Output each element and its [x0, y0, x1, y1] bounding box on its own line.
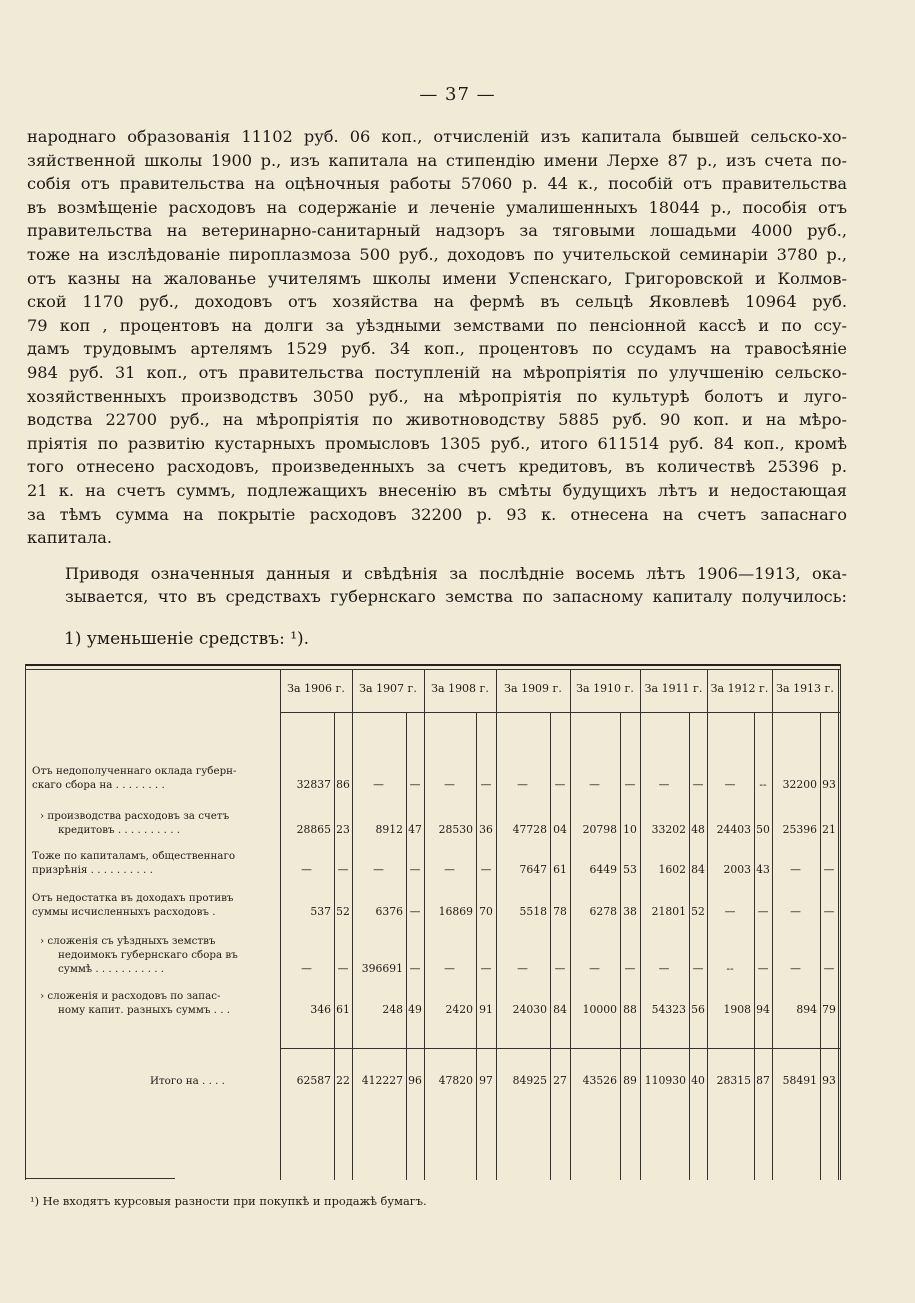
line: того отнесено расходовъ, произведенныхъ за счетъ кредитовъ, въ количествѣ 25396 р.: [27, 457, 847, 477]
total-top-rule: [280, 1048, 840, 1049]
cell-rubles: 54323: [651, 1003, 686, 1016]
footnote: ¹) Не входятъ курсовыя разности при покупкѣ и продажѣ бумагъ.: [30, 1194, 427, 1208]
cell-rubles: 894: [796, 1003, 817, 1016]
table-right-edge: [840, 664, 841, 1180]
line: 79 коп , процентовъ на долги за уѣздными земствами по пенсіонной кассѣ и по ссу-: [27, 315, 847, 335]
column-divider: [496, 669, 497, 1180]
cell-rubles: —: [658, 778, 670, 791]
cell-rubles: —: [444, 863, 455, 876]
total-kopeks: 89: [623, 1074, 637, 1087]
cell-rubles: 21801: [651, 905, 686, 918]
column-divider: [640, 669, 641, 1180]
row-label-line: › сложенія съ уѣздныхъ земствъ: [40, 935, 216, 947]
row-label-line: недоимокъ губернскаго сбора въ: [58, 949, 238, 961]
total-kopeks: 96: [408, 1074, 422, 1087]
cell-rubles: 33202: [651, 823, 686, 836]
line: ской 1170 руб., доходовъ отъ хозяйства на фермѣ въ сельцѣ Яковлевѣ 10964 руб.: [27, 292, 847, 312]
cell-rubles: —: [724, 905, 736, 918]
cell-rubles: —: [658, 962, 670, 975]
cell-rubles: —: [517, 962, 528, 975]
row-label-line: скаго сбора на . . . . . . . .: [32, 779, 165, 791]
cell-kopeks: 50: [756, 823, 770, 836]
cell-kopeks: 86: [336, 778, 350, 791]
line: зяйственной школы 1900 р., изъ капитала на стипендію имени Лерхе 87 р., изъ счета по-: [27, 150, 847, 170]
total-rubles: 43526: [582, 1074, 617, 1087]
table-left-edge: [25, 664, 26, 1180]
column-header: За 1910 г.: [576, 682, 634, 695]
cell-kopeks: —: [692, 962, 704, 975]
line: отъ казны на жалованье учителямъ школы имени Успенскаго, Григоровской и Колмов-: [27, 268, 847, 288]
cell-kopeks: —: [337, 962, 349, 975]
cell-rubles: —: [724, 778, 736, 791]
footnote-divider: [25, 1178, 175, 1179]
cell-rubles: —: [444, 778, 455, 791]
cell-kopeks: 52: [336, 905, 350, 918]
cell-kopeks: —: [823, 905, 835, 918]
cell-rubles: 5518: [519, 905, 547, 918]
cell-kopeks: 21: [822, 823, 836, 836]
column-header: За 1906 г.: [287, 682, 345, 695]
row-label-line: Тоже по капиталамъ, общественнаго: [32, 850, 236, 862]
row-label: [32, 891, 272, 919]
cell-kopeks: 94: [756, 1003, 770, 1016]
cell-rubles: —: [790, 962, 801, 975]
cell-rubles: —: [301, 962, 312, 975]
cell-rubles: —: [790, 905, 801, 918]
total-kopeks: 40: [691, 1074, 705, 1087]
cell-kopeks: 78: [553, 905, 567, 918]
column-divider: [772, 669, 773, 1180]
line: зывается, что въ средствахъ губернскаго земства по запасному капиталу получилось:: [65, 587, 847, 607]
cell-rubles: 1602: [658, 863, 686, 876]
line: за тѣмъ сумма на покрытіе расходовъ 32200 р. 93 к. отнесена на счетъ запаснаго: [27, 504, 847, 524]
cell-rubles: —: [301, 863, 312, 876]
total-label: Итого на . . . .: [150, 1075, 225, 1087]
cell-kopeks: 53: [623, 863, 637, 876]
total-rubles: 84925: [512, 1074, 547, 1087]
cell-kopeks: 38: [623, 905, 637, 918]
cell-rubles: 32837: [296, 778, 331, 791]
cell-kopeks: 49: [408, 1003, 422, 1016]
section-heading: 1) уменьшеніе средствъ: ¹).: [64, 629, 310, 649]
line: правительства на ветеринарно-санитарный надзоръ за тяговыми лошадьми 4000 руб.,: [27, 221, 847, 241]
row-label-line: › производства расходовъ за счетъ: [40, 810, 230, 822]
header-bottom-rule: [280, 712, 840, 713]
cell-kopeks: —: [554, 962, 566, 975]
cell-kopeks: 10: [623, 823, 637, 836]
line: въ возмѣщеніе расходовъ на содержаніе и леченіе умалишенныхъ 18044 р., пособія отъ: [27, 197, 847, 217]
cell-kopeks: —: [409, 905, 421, 918]
total-kopeks: 97: [479, 1074, 493, 1087]
cell-rubles: 2420: [445, 1003, 473, 1016]
paragraph-1: [27, 125, 847, 550]
cell-rubles: —: [790, 863, 801, 876]
row-label-line: кредитовъ . . . . . . . . . .: [58, 824, 181, 836]
total-rubles: 110930: [644, 1074, 686, 1087]
cell-rubles: 2003: [723, 863, 751, 876]
line: тоже на изслѣдованіе пироплазмоза 500 руб., доходовъ по учительской семинаріи 3780 р.,: [27, 244, 847, 264]
column-header: За 1908 г.: [431, 682, 489, 695]
column-divider: [570, 669, 571, 1180]
cell-kopeks: —: [823, 863, 835, 876]
cell-kopeks: —: [409, 863, 421, 876]
cell-kopeks: 23: [336, 823, 350, 836]
total-rubles: 47820: [438, 1074, 473, 1087]
cell-rubles: 28865: [296, 823, 331, 836]
cell-kopeks: —: [480, 778, 492, 791]
column-header: За 1912 г.: [710, 682, 769, 695]
column-divider: [424, 669, 425, 1180]
cell-rubles: 396691: [361, 962, 403, 975]
cell-rubles: 6278: [589, 905, 617, 918]
cell-kopeks: 52: [691, 905, 705, 918]
cell-rubles: --: [726, 962, 734, 975]
row-label: [32, 809, 272, 837]
cell-kopeks: 84: [553, 1003, 567, 1016]
line: 984 руб. 31 коп., отъ правительства поступленій на мѣропріятія по улучшенію сельско-: [27, 362, 847, 382]
cell-kopeks: —: [692, 778, 704, 791]
column-header: За 1907 г.: [359, 682, 417, 695]
cell-rubles: 25396: [782, 823, 817, 836]
cell-kopeks: 56: [691, 1003, 705, 1016]
cell-rubles: 32200: [782, 778, 817, 791]
cell-rubles: 16869: [438, 905, 473, 918]
column-divider: [838, 669, 839, 1180]
column-divider: [352, 669, 353, 1180]
cell-kopeks: 70: [479, 905, 493, 918]
cell-kopeks: —: [757, 962, 769, 975]
cell-kopeks: —: [624, 778, 636, 791]
cell-kopeks: —: [480, 962, 492, 975]
row-label-line: суммы исчисленныхъ расходовъ .: [32, 906, 216, 918]
row-label: [32, 764, 272, 792]
column-header: За 1911 г.: [644, 682, 703, 695]
row-label-line: ному капит. разныхъ суммъ . . .: [58, 1004, 231, 1016]
body-text: [27, 125, 847, 609]
cell-kopeks: 61: [553, 863, 567, 876]
cell-rubles: —: [517, 778, 528, 791]
cell-kopeks: —: [409, 778, 421, 791]
row-label-line: призрѣнія . . . . . . . . . .: [32, 864, 153, 876]
line: Приводя означенныя данныя и свѣдѣнія за послѣдніе восемь лѣтъ 1906—1913, ока-: [65, 563, 847, 583]
column-divider: [707, 669, 708, 1180]
cell-rubles: —: [444, 962, 455, 975]
column-header: За 1909 г.: [504, 682, 562, 695]
row-label-line: суммѣ . . . . . . . . . . .: [58, 963, 165, 975]
cell-rubles: 24403: [716, 823, 751, 836]
line: собія отъ правительства на оцѣночныя работы 57060 р. 44 к., пособій отъ правительства: [27, 174, 847, 194]
row-label-line: Отъ недополученнаго оклада губерн-: [32, 765, 237, 777]
line: хозяйственныхъ производствъ 3050 руб., на мѣропріятія по культурѣ болотъ и луго-: [27, 386, 847, 406]
line: народнаго образованія 11102 руб. 06 коп., отчисленій изъ капитала бывшей сельско-хо-: [27, 127, 847, 146]
cell-kopeks: 04: [553, 823, 567, 836]
total-kopeks: 87: [756, 1074, 770, 1087]
cell-kopeks: —: [624, 962, 636, 975]
cell-rubles: 24030: [512, 1003, 547, 1016]
cell-rubles: —: [373, 863, 384, 876]
cell-kopeks: 84: [691, 863, 705, 876]
line: дамъ трудовымъ артелямъ 1529 руб. 34 коп., процентовъ по ссудамъ на травосѣяніе: [27, 339, 847, 359]
total-rubles: 28315: [716, 1074, 751, 1087]
table-top-rule: [25, 664, 840, 666]
cell-kopeks: 36: [479, 823, 493, 836]
cell-kopeks: 43: [756, 863, 770, 876]
row-label-line: › сложенія и расходовъ по запас-: [40, 990, 221, 1002]
cell-kopeks: —: [757, 905, 769, 918]
cell-rubles: —: [589, 778, 600, 791]
cell-kopeks: —: [480, 863, 492, 876]
cell-rubles: 6449: [589, 863, 617, 876]
cell-rubles: 1908: [723, 1003, 751, 1016]
total-kopeks: 27: [553, 1074, 567, 1087]
cell-kopeks: 61: [336, 1003, 350, 1016]
total-kopeks: 22: [336, 1074, 350, 1087]
column-header: За 1913 г.: [776, 682, 834, 695]
cell-kopeks: --: [759, 778, 767, 791]
row-label: [32, 934, 272, 976]
cell-rubles: 248: [382, 1003, 403, 1016]
total-rubles: 412227: [361, 1074, 403, 1087]
cell-kopeks: 91: [479, 1003, 493, 1016]
line: водства 22700 руб., на мѣропріятія по животноводству 5885 руб. 90 коп. и на мѣро-: [27, 410, 847, 430]
cell-rubles: 537: [310, 905, 331, 918]
cell-rubles: 7647: [519, 863, 547, 876]
column-divider: [280, 669, 281, 1180]
table-top-rule-2: [25, 669, 840, 670]
line: пріятія по развитію кустарныхъ промысловъ 1305 руб., итого 611514 руб. 84 коп., кромѣ: [27, 433, 847, 453]
line: капитала.: [27, 528, 113, 548]
cell-rubles: 28530: [438, 823, 473, 836]
cell-kopeks: —: [409, 962, 421, 975]
cell-kopeks: 47: [408, 823, 422, 836]
cell-kopeks: 48: [691, 823, 705, 836]
cell-rubles: 8912: [375, 823, 403, 836]
total-rubles: 62587: [296, 1074, 331, 1087]
cell-kopeks: —: [337, 863, 349, 876]
cell-rubles: 6376: [375, 905, 403, 918]
total-kopeks: 93: [822, 1074, 836, 1087]
cell-kopeks: 79: [822, 1003, 836, 1016]
cell-kopeks: 93: [822, 778, 836, 791]
page-number: — 37 —: [419, 84, 496, 105]
cell-rubles: 10000: [582, 1003, 617, 1016]
row-label: [32, 849, 272, 877]
cell-rubles: 346: [310, 1003, 331, 1016]
cell-kopeks: —: [823, 962, 835, 975]
row-label: [32, 989, 272, 1017]
cell-kopeks: 88: [623, 1003, 637, 1016]
paragraph-2: [27, 562, 847, 609]
cell-rubles: —: [589, 962, 600, 975]
total-rubles: 58491: [782, 1074, 817, 1087]
cell-kopeks: —: [554, 778, 566, 791]
line: 21 к. на счетъ суммъ, подлежащихъ внесенію въ смѣты будущихъ лѣтъ и недостающая: [27, 480, 847, 500]
cell-rubles: —: [373, 778, 384, 791]
cell-rubles: 47728: [512, 823, 547, 836]
row-label-line: Отъ недостатка въ доходахъ противъ: [32, 892, 234, 904]
cell-rubles: 20798: [582, 823, 617, 836]
